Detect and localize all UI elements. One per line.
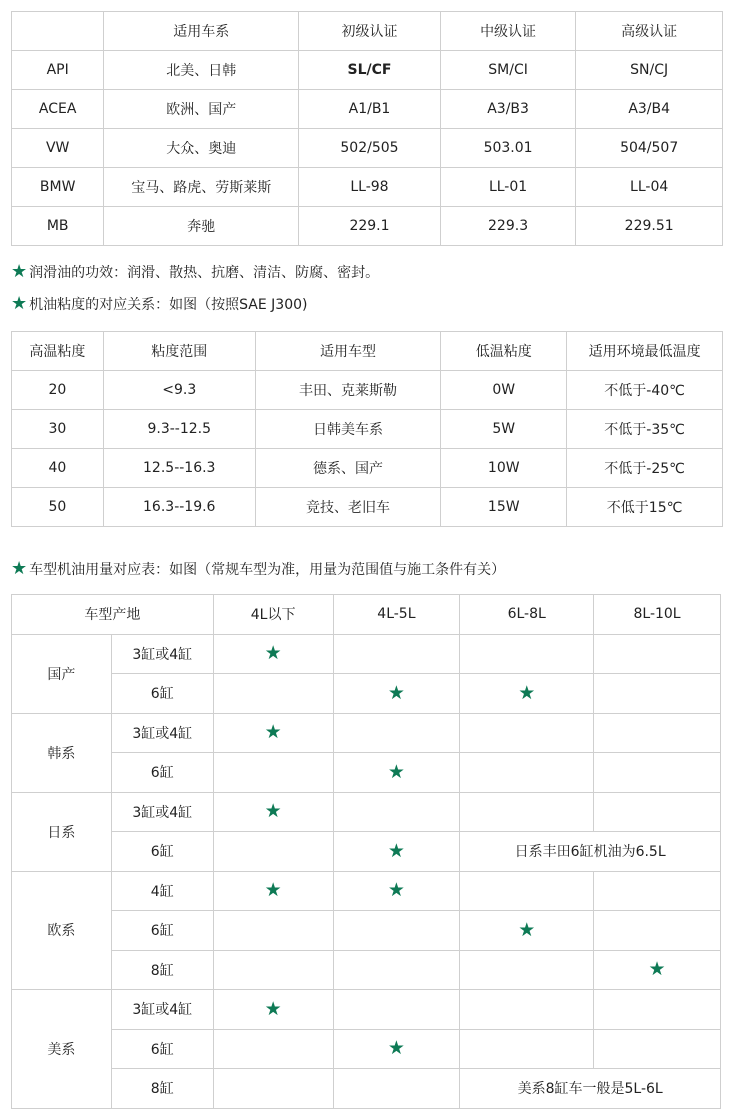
star-icon: ★ xyxy=(387,839,405,862)
mark-cell xyxy=(594,950,721,990)
table-row xyxy=(12,371,723,410)
header-cell: 低温粘度 xyxy=(441,332,567,371)
cell: SM/CI xyxy=(440,51,576,90)
cylinder-cell: 3缸或4缸 xyxy=(111,634,213,674)
cylinder-cell: 3缸或4缸 xyxy=(111,990,213,1030)
cell: 15W xyxy=(441,488,567,527)
mark-cell xyxy=(594,674,721,714)
mark-cell xyxy=(594,911,721,951)
cell: 5W xyxy=(441,410,567,449)
mark-cell xyxy=(213,990,333,1030)
cell: LL-01 xyxy=(440,168,576,207)
mark-cell xyxy=(213,911,333,951)
cell: 不低于15℃ xyxy=(567,488,723,527)
mark-cell xyxy=(333,871,460,911)
note-viscosity xyxy=(11,294,307,314)
standard-cell: MB xyxy=(12,207,104,246)
mark-cell xyxy=(213,713,333,753)
header-cell: 高级认证 xyxy=(576,12,723,51)
table-row xyxy=(12,129,723,168)
table-row xyxy=(12,911,721,951)
cell: 不低于-40℃ xyxy=(567,371,723,410)
cell: 不低于-25℃ xyxy=(567,449,723,488)
note-cell: 美系8缸车一般是5L-6L xyxy=(460,1069,721,1109)
note-capacity xyxy=(11,559,505,579)
certification-table xyxy=(11,11,723,246)
star-icon: ★ xyxy=(387,1037,405,1060)
header-cell: 4L以下 xyxy=(213,595,333,635)
mark-cell xyxy=(333,990,460,1030)
cell: 北美、日韩 xyxy=(104,51,299,90)
cell: 10W xyxy=(441,449,567,488)
header-cell: 初级认证 xyxy=(299,12,441,51)
mark-cell xyxy=(333,950,460,990)
cell: SL/CF xyxy=(299,51,441,90)
cell: SN/CJ xyxy=(576,51,723,90)
table-row xyxy=(12,488,723,527)
cell: 503.01 xyxy=(440,129,576,168)
table-header-row xyxy=(12,332,723,371)
mark-cell xyxy=(460,634,594,674)
header-cell xyxy=(12,12,104,51)
star-icon: ★ xyxy=(387,760,405,783)
header-cell: 适用车型 xyxy=(255,332,441,371)
mark-cell xyxy=(333,832,460,872)
star-icon: ★ xyxy=(11,293,28,314)
header-cell: 适用环境最低温度 xyxy=(567,332,723,371)
header-cell: 粘度范围 xyxy=(103,332,255,371)
cell: <9.3 xyxy=(103,371,255,410)
mark-cell xyxy=(333,911,460,951)
mark-cell xyxy=(213,832,333,872)
mark-cell xyxy=(333,792,460,832)
star-icon: ★ xyxy=(387,879,405,902)
cell: A3/B4 xyxy=(576,90,723,129)
mark-cell xyxy=(460,1029,594,1069)
table-row xyxy=(12,832,721,872)
cell: 12.5--16.3 xyxy=(103,449,255,488)
cell: 丰田、克莱斯勒 xyxy=(255,371,441,410)
mark-cell xyxy=(213,1069,333,1109)
mark-cell xyxy=(460,753,594,793)
star-icon: ★ xyxy=(264,721,282,744)
cylinder-cell: 6缸 xyxy=(111,911,213,951)
cylinder-cell: 8缸 xyxy=(111,1069,213,1109)
cylinder-cell: 4缸 xyxy=(111,871,213,911)
mark-cell xyxy=(213,950,333,990)
mark-cell xyxy=(213,792,333,832)
mark-cell xyxy=(213,753,333,793)
star-icon: ★ xyxy=(648,958,666,981)
table-row xyxy=(12,207,723,246)
mark-cell xyxy=(594,753,721,793)
star-icon: ★ xyxy=(264,642,282,665)
mark-cell xyxy=(213,871,333,911)
cell: A1/B1 xyxy=(299,90,441,129)
cylinder-cell: 6缸 xyxy=(111,1029,213,1069)
mark-cell xyxy=(460,792,594,832)
table-row xyxy=(12,634,721,674)
table-header-row xyxy=(12,595,721,635)
mark-cell xyxy=(333,753,460,793)
mark-cell xyxy=(213,674,333,714)
table-row xyxy=(12,168,723,207)
table-row xyxy=(12,713,721,753)
cell: 20 xyxy=(12,371,104,410)
mark-cell xyxy=(213,634,333,674)
note-text: 机油粘度的对应关系：如图（按照SAE J300) xyxy=(29,297,308,313)
cell: 奔驰 xyxy=(104,207,299,246)
cell: LL-98 xyxy=(299,168,441,207)
origin-cell: 欧系 xyxy=(12,871,112,990)
table-row xyxy=(12,90,723,129)
cylinder-cell: 8缸 xyxy=(111,950,213,990)
origin-cell: 国产 xyxy=(12,634,112,713)
mark-cell xyxy=(594,713,721,753)
mark-cell xyxy=(333,1029,460,1069)
table-row xyxy=(12,753,721,793)
cell: 30 xyxy=(12,410,104,449)
star-icon: ★ xyxy=(518,681,536,704)
standard-cell: VW xyxy=(12,129,104,168)
cell: 欧洲、国产 xyxy=(104,90,299,129)
header-cell: 4L-5L xyxy=(333,595,460,635)
mark-cell xyxy=(460,713,594,753)
table-row xyxy=(12,410,723,449)
cell: 德系、国产 xyxy=(255,449,441,488)
origin-cell: 日系 xyxy=(12,792,112,871)
star-icon: ★ xyxy=(264,879,282,902)
mark-cell xyxy=(333,1069,460,1109)
cell: 宝马、路虎、劳斯莱斯 xyxy=(104,168,299,207)
standard-cell: BMW xyxy=(12,168,104,207)
table-row xyxy=(12,792,721,832)
table-row xyxy=(12,990,721,1030)
mark-cell xyxy=(333,713,460,753)
mark-cell xyxy=(460,950,594,990)
header-cell: 适用车系 xyxy=(104,12,299,51)
cell: 40 xyxy=(12,449,104,488)
origin-cell: 韩系 xyxy=(12,713,112,792)
table-row xyxy=(12,51,723,90)
mark-cell xyxy=(460,871,594,911)
origin-cell: 美系 xyxy=(12,990,112,1109)
oil-capacity-table xyxy=(11,594,721,1109)
table-row xyxy=(12,1069,721,1109)
note-lubricant xyxy=(11,262,379,282)
cell: 9.3--12.5 xyxy=(103,410,255,449)
mark-cell xyxy=(460,990,594,1030)
mark-cell xyxy=(460,911,594,951)
table-row xyxy=(12,871,721,911)
mark-cell xyxy=(594,990,721,1030)
note-text: 车型机油用量对应表：如图（常规车型为准，用量为范围值与施工条件有关） xyxy=(29,562,506,578)
note-cell: 日系丰田6缸机油为6.5L xyxy=(460,832,721,872)
header-cell: 8L-10L xyxy=(594,595,721,635)
mark-cell xyxy=(333,674,460,714)
header-cell: 中级认证 xyxy=(440,12,576,51)
cell: 竞技、老旧车 xyxy=(255,488,441,527)
mark-cell xyxy=(594,792,721,832)
header-cell: 6L-8L xyxy=(460,595,594,635)
cylinder-cell: 3缸或4缸 xyxy=(111,792,213,832)
cell: LL-04 xyxy=(576,168,723,207)
star-icon: ★ xyxy=(264,800,282,823)
cell: 0W xyxy=(441,371,567,410)
cell: 504/507 xyxy=(576,129,723,168)
table-row xyxy=(12,1029,721,1069)
star-icon: ★ xyxy=(11,558,28,579)
star-icon: ★ xyxy=(387,681,405,704)
mark-cell xyxy=(594,1029,721,1069)
cell: 大众、奥迪 xyxy=(104,129,299,168)
cylinder-cell: 3缸或4缸 xyxy=(111,713,213,753)
standard-cell: API xyxy=(12,51,104,90)
star-icon: ★ xyxy=(518,918,536,941)
star-icon: ★ xyxy=(11,261,28,282)
cell: 50 xyxy=(12,488,104,527)
cell: 日韩美车系 xyxy=(255,410,441,449)
mark-cell xyxy=(460,674,594,714)
mark-cell xyxy=(213,1029,333,1069)
cylinder-cell: 6缸 xyxy=(111,753,213,793)
table-row xyxy=(12,950,721,990)
table-row xyxy=(12,674,721,714)
star-icon: ★ xyxy=(264,997,282,1020)
table-header-row xyxy=(12,12,723,51)
mark-cell xyxy=(333,634,460,674)
header-cell: 高温粘度 xyxy=(12,332,104,371)
mark-cell xyxy=(594,634,721,674)
cell: 不低于-35℃ xyxy=(567,410,723,449)
standard-cell: ACEA xyxy=(12,90,104,129)
viscosity-table xyxy=(11,331,723,527)
cylinder-cell: 6缸 xyxy=(111,674,213,714)
cell: A3/B3 xyxy=(440,90,576,129)
cell: 502/505 xyxy=(299,129,441,168)
cylinder-cell: 6缸 xyxy=(111,832,213,872)
note-text: 润滑油的功效：润滑、散热、抗磨、清洁、防腐、密封。 xyxy=(29,265,380,281)
cell: 229.51 xyxy=(576,207,723,246)
cell: 229.1 xyxy=(299,207,441,246)
table-row xyxy=(12,449,723,488)
mark-cell xyxy=(594,871,721,911)
cell: 16.3--19.6 xyxy=(103,488,255,527)
header-origin: 车型产地 xyxy=(12,595,214,635)
cell: 229.3 xyxy=(440,207,576,246)
